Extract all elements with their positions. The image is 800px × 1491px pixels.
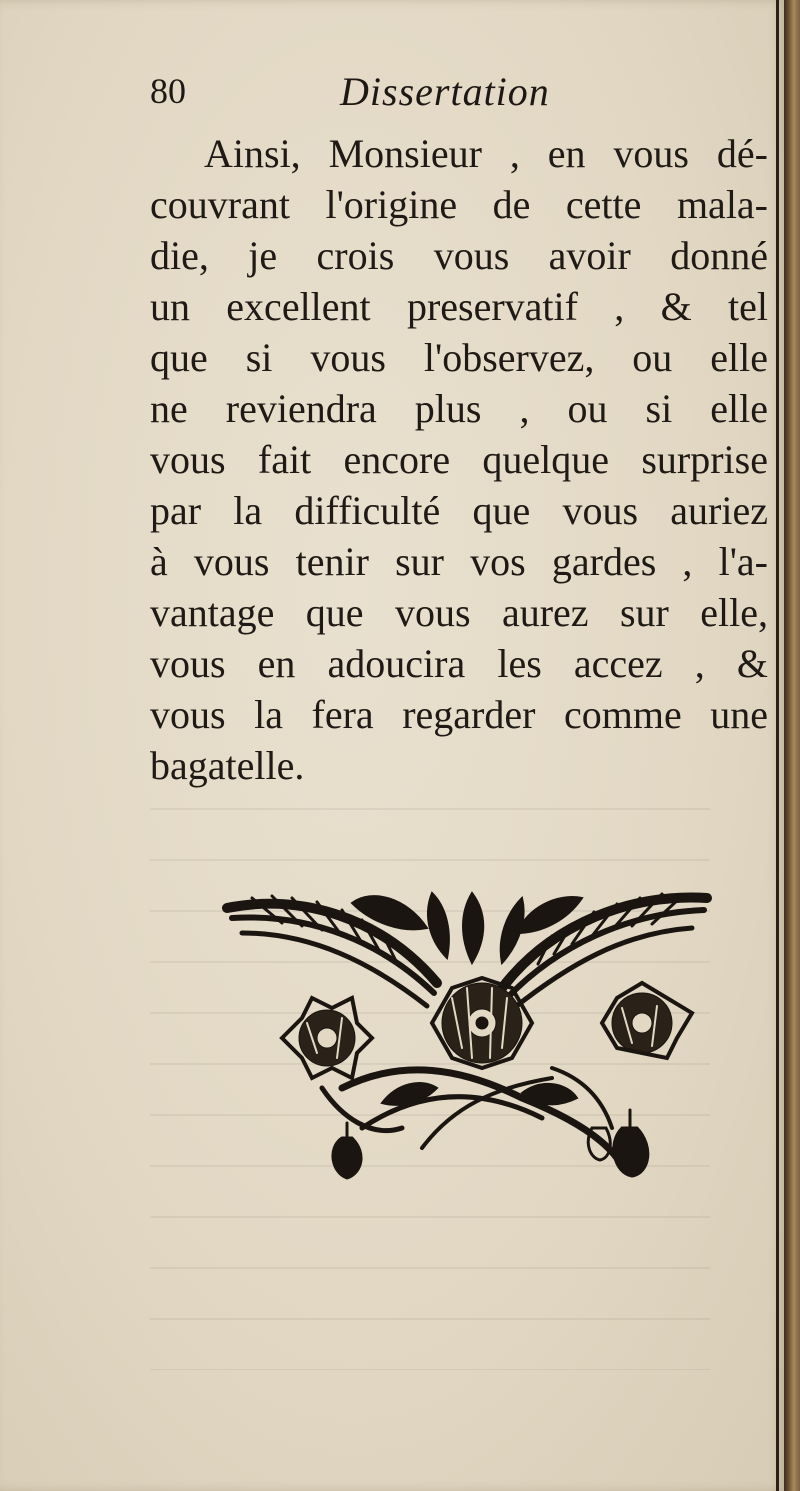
book-edge <box>784 0 800 1491</box>
text-line: couvrant l'origine de cette mala- <box>150 182 768 227</box>
text-line: vous la fera regarder comme une <box>150 692 768 737</box>
text-line: que si vous l'observez, ou elle <box>150 335 768 380</box>
text-line: à vous tenir sur vos gardes , l'a- <box>150 539 768 584</box>
running-title: Dissertation <box>340 69 550 114</box>
text-line: vous fait encore quelque surprise <box>150 437 768 482</box>
text-line: Ainsi, Monsieur , en vous dé- <box>204 131 768 176</box>
text-line: par la difficulté que vous auriez <box>150 488 768 533</box>
page-number: 80 <box>150 71 186 111</box>
text-line: vous en adoucira les accez , & <box>150 641 768 686</box>
text-line: bagatelle. <box>150 743 305 788</box>
page-gutter-line <box>776 0 779 1491</box>
text-line: die, je crois vous avoir donné <box>150 233 768 278</box>
text-line: vantage que vous aurez sur elle, <box>150 590 768 635</box>
floral-tailpiece-icon <box>222 888 712 1188</box>
text-line: ne reviendra plus , ou si elle <box>150 386 768 431</box>
text-line: un excellent preservatif , & tel <box>150 284 768 329</box>
body-paragraph <box>150 128 768 791</box>
page-header <box>150 70 580 120</box>
